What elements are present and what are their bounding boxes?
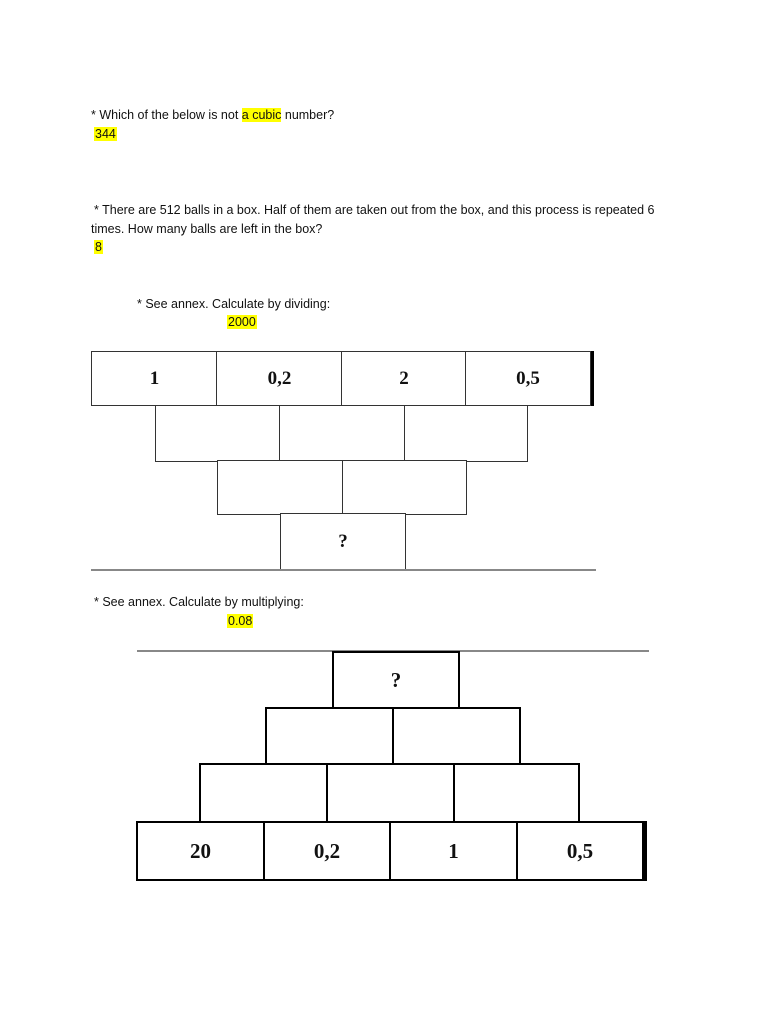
answer-1-value: 344 [95,127,116,141]
answer-3-value: 2000 [228,315,256,329]
multiplication-pyramid-row3-cell-3 [453,763,580,823]
answer-4 [227,612,253,631]
division-pyramid-row2-cell-1 [155,405,281,462]
multiplication-pyramid-row3-cell-1 [199,763,328,823]
answer-2-value: 8 [95,240,102,254]
question-3: * See annex. Calculate by dividing: [137,297,331,311]
division-pyramid-top-cell-4: 0,5 [465,351,591,406]
division-pyramid-row2-cell-2 [279,405,406,462]
division-pyramid-row3-cell-2 [342,460,467,515]
division-pyramid-edge [591,351,594,406]
multiplication-pyramid-row2-cell-2 [392,707,521,765]
division-pyramid-bottom-cell: ? [280,513,406,571]
question-2: * There are 512 balls in a box. Half of them are taken out from the box, and this process is repeated 6 times. How many balls are left in the box? [91,203,655,236]
division-pyramid-row3-cell-1 [217,460,344,515]
question-1-prefix: * Which of the below is not [91,108,242,122]
multiplication-pyramid-bottom-cell-1: 20 [136,821,265,881]
answer-2 [94,238,103,257]
division-pyramid-row2-cell-3 [404,405,528,462]
multiplication-pyramid-bottom-cell-2: 0,2 [263,821,391,881]
multiplication-pyramid-row2-cell-1 [265,707,394,765]
division-pyramid-top-cell-2: 0,2 [216,351,343,406]
question-1 [91,106,334,125]
answer-3 [227,313,257,332]
multiplication-pyramid-bottom-cell-3: 1 [389,821,518,881]
multiplication-pyramid-edge [644,821,647,881]
question-4: * See annex. Calculate by multiplying: [94,595,304,609]
question-1-suffix: number? [281,108,335,122]
answer-1 [94,125,117,144]
division-pyramid-baseline [91,569,596,571]
multiplication-pyramid-row3-cell-2 [326,763,455,823]
division-pyramid-top-cell-3: 2 [341,351,467,406]
answer-4-value: 0.08 [228,614,253,628]
multiplication-pyramid-top-cell: ? [332,651,460,709]
multiplication-pyramid-bottom-cell-4: 0,5 [516,821,644,881]
question-1-highlight: a cubic [241,108,282,122]
division-pyramid-top-cell-1: 1 [91,351,218,406]
